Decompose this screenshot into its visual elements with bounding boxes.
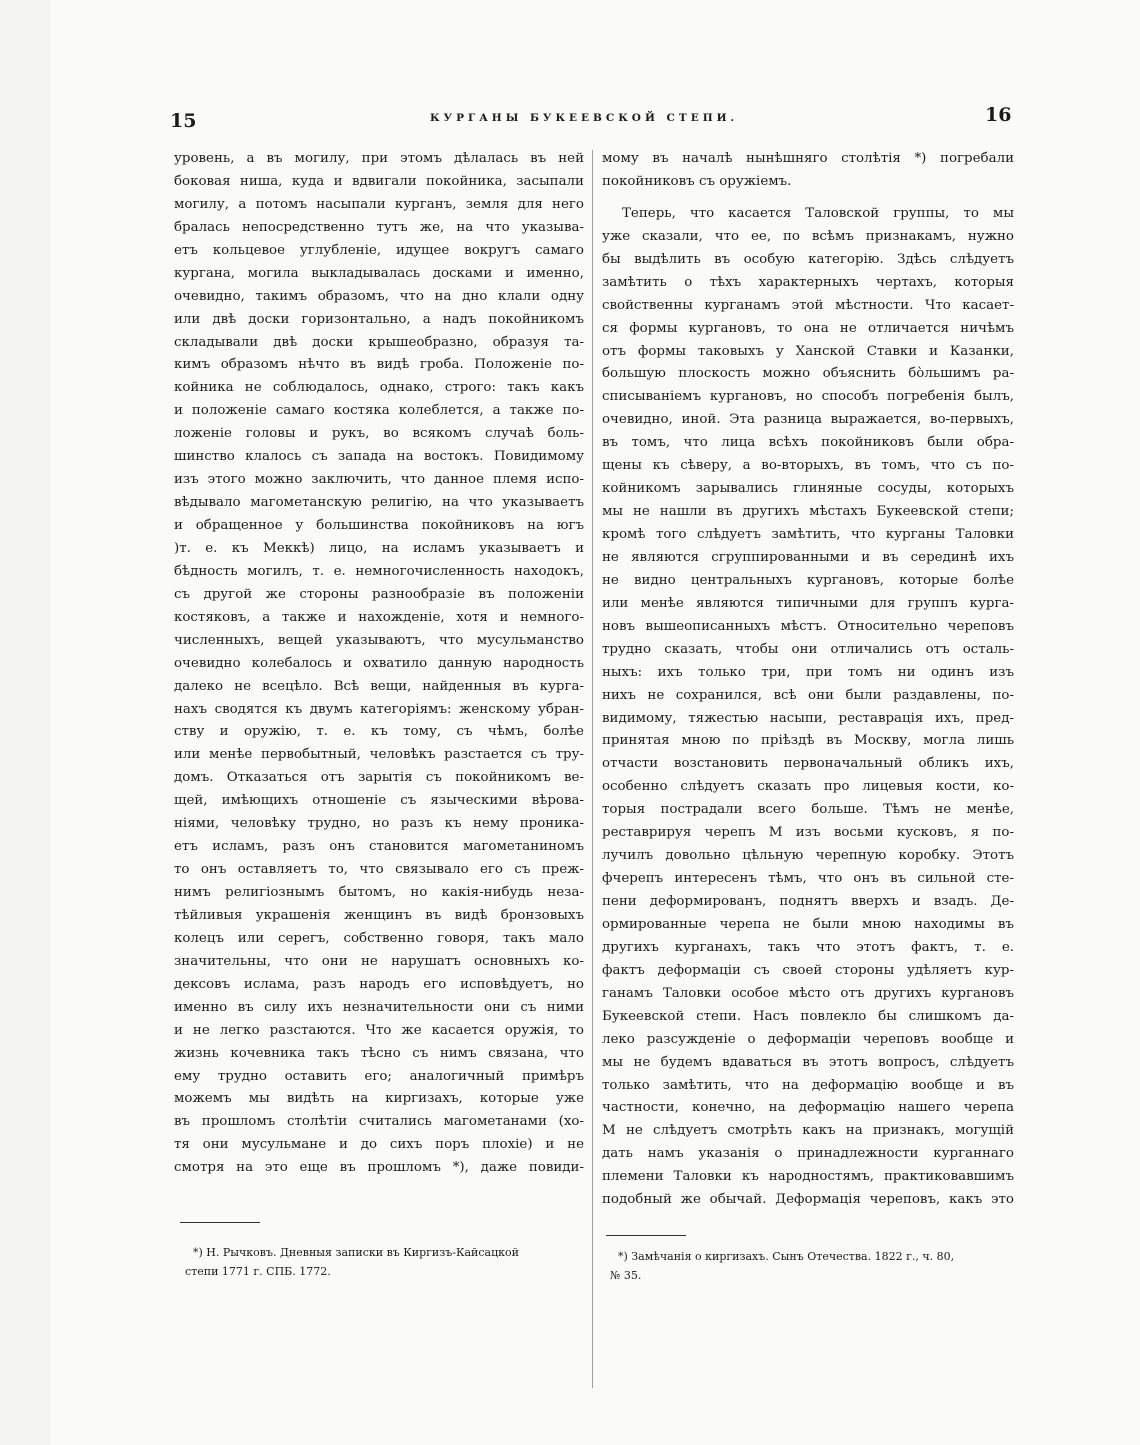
text-line: етъ кольцевое углубленіе, идущее вокругъ самаго	[174, 242, 584, 258]
text-line: жизнь кочевника такъ тѣсно съ нимъ связана, что	[174, 1045, 584, 1061]
text-line: очевидно, иной. Эта разница выражается, во-первыхъ,	[602, 412, 1014, 428]
text-line: складывали двѣ доски крышеобразно, образуя та-	[174, 334, 584, 350]
text-line: большую плоскость можно объяснить бо̀льшимъ ра-	[602, 366, 1014, 382]
text-line: трудно сказать, чтобы они отличались отъ осталь-	[602, 641, 1014, 657]
text-line: костяковъ, а также и нахожденіе, хотя и немного-	[174, 609, 584, 625]
right-paragraph-2	[602, 203, 1014, 1212]
text-line: бралась непосредственно тутъ же, на что указыва-	[174, 219, 584, 235]
footnote-rule-right	[606, 1235, 686, 1236]
text-line: частности, конечно, на деформацію нашего черепа	[602, 1100, 1014, 1116]
text-line: ормированные черепа не были мною находимы въ	[602, 916, 1014, 932]
column-divider	[592, 150, 593, 1388]
left-column	[174, 148, 584, 1180]
text-line: ганамъ Таловки особое мѣсто отъ другихъ кургановъ	[602, 985, 1014, 1001]
text-line: не видно центральныхъ кургановъ, которые болѣе	[602, 572, 1014, 588]
text-line: етъ исламъ, разъ онъ становится магометаниномъ	[174, 839, 584, 855]
text-line: Букеевской степи. Насъ повлекло бы слишкомъ да-	[602, 1008, 1014, 1024]
text-line: именно въ силу ихъ незначительности они съ ними	[174, 999, 584, 1015]
text-line: тѣйливыя украшенія женщинъ въ видѣ бронзовыхъ	[174, 907, 584, 923]
text-line: М не слѣдуетъ смотрѣть какъ на признакъ, могущій	[602, 1123, 1014, 1139]
page-header	[0, 100, 1140, 140]
text-line: фчерепъ интересенъ тѣмъ, что онъ въ сильной сте-	[602, 871, 1014, 887]
text-line: тя они мусульмане и до сихъ поръ плохіе) и не	[174, 1137, 584, 1153]
text-line: фактъ деформаціи съ своей стороны удѣляетъ кур-	[602, 962, 1014, 978]
text-line: торыя пострадали всего больше. Тѣмъ не менѣе,	[602, 802, 1014, 818]
text-line: въ томъ, что лица всѣхъ покойниковъ были обра-	[602, 435, 1014, 451]
footnote-rule-left	[180, 1222, 260, 1223]
text-line: нимъ религіознымъ бытомъ, но какія-нибудь неза-	[174, 885, 584, 900]
text-line: Теперь, что касается Таловской группы, то мы	[622, 205, 1014, 221]
footnote-line: № 35.	[610, 1269, 642, 1282]
text-line: видимому, тяжестью насыпи, реставрація ихъ, пред-	[602, 710, 1014, 726]
text-line: племени Таловки къ народностямъ, практиковавшимъ	[602, 1169, 1014, 1185]
right-paragraph-1	[602, 148, 1014, 194]
text-line: уровень, а въ могилу, при этомъ дѣлалась въ ней	[174, 151, 584, 166]
text-line: подобный же обычай. Деформація череповъ, какъ это	[602, 1192, 1014, 1208]
text-line: значительны, что они не нарушатъ основныхъ ко-	[174, 953, 584, 969]
text-line: ныхъ: ихъ только три, при томъ ни одинъ изъ	[602, 664, 1014, 680]
text-line: не являются сгруппированными и въ серединѣ ихъ	[602, 549, 1014, 565]
text-line: мы не будемъ вдаваться въ этотъ вопросъ, слѣдуетъ	[602, 1054, 1014, 1070]
text-line: далеко не всецѣло. Всѣ вещи, найденныя въ курга-	[174, 678, 584, 694]
text-line: или двѣ доски горизонтально, а надъ покойникомъ	[174, 311, 584, 327]
text-line: шинство клалось съ запада на востокъ. Повидимому	[174, 449, 584, 465]
text-line: мы не нашли въ другихъ мѣстахъ Букеевской степи;	[602, 504, 1014, 520]
footnote-left	[185, 1243, 585, 1281]
text-line: кимъ образомъ нѣчто въ видѣ гроба. Положеніе по-	[174, 357, 584, 373]
text-line: пени деформированъ, поднятъ вверхъ и взадъ. Де-	[602, 894, 1014, 909]
running-title: КУРГАНЫ БУКЕЕВСКОЙ СТЕПИ.	[430, 112, 739, 124]
text-line: и положеніе самаго костяка колеблется, а также по-	[174, 403, 584, 419]
text-line: )т. е. къ Меккѣ) лицо, на исламъ указываетъ и	[174, 540, 584, 556]
footnote-line: степи 1771 г. СПБ. 1772.	[185, 1265, 331, 1278]
text-line: нихъ не сохранился, всѣ они были раздавлены, по-	[602, 687, 1014, 703]
text-line: отчасти возстановить первоначальный обликъ ихъ,	[602, 756, 1014, 772]
text-line: очевидно, такимъ образомъ, что на дно клали одну	[174, 288, 584, 304]
text-line: особенно слѣдуетъ сказать про лицевыя кости, ко-	[602, 779, 1014, 795]
text-line: или менѣе являются типичными для группъ курга-	[602, 595, 1014, 611]
text-line: или менѣе первобытный, человѣкъ разстается съ тру-	[174, 747, 584, 763]
text-line: леко разсужденіе о деформаціи череповъ вообще и	[602, 1031, 1014, 1047]
text-line: изъ этого можно заключить, что данное племя испо-	[174, 472, 584, 488]
text-line: нахъ сводятся къ двумъ категоріямъ: женскому убран-	[174, 701, 584, 717]
text-line: ся формы кургановъ, то она не отличается ничѣмъ	[602, 320, 1014, 336]
text-line: койника не соблюдалось, однако, строго: такъ какъ	[174, 380, 584, 396]
text-line: принятая мною по пріѣздѣ въ Москву, могла лишь	[602, 733, 1014, 749]
text-line: ему трудно оставить его; аналогичный примѣръ	[174, 1068, 584, 1084]
text-line: щей, имѣющихъ отношеніе съ языческими вѣрова-	[174, 793, 584, 809]
text-line: отъ формы таковыхъ у Ханской Ставки и Казанки,	[602, 343, 1014, 359]
text-line: щены къ сѣверу, а во-вторыхъ, въ томъ, что съ по-	[602, 458, 1014, 474]
text-line: боковая ниша, куда и вдвигали покойника, засыпали	[174, 173, 584, 189]
text-line: можемъ мы видѣть на киргизахъ, которые уже	[174, 1091, 584, 1107]
text-line: и не легко разстаются. Что же касается оружія, то	[174, 1022, 584, 1038]
text-line: уже сказали, что ее, по всѣмъ признакамъ, нужно	[602, 228, 1014, 244]
text-line: въ прошломъ столѣтіи считались магометанами (хо-	[174, 1114, 584, 1130]
text-line: мому въ началѣ нынѣшняго столѣтія *) погребали	[602, 151, 1014, 166]
text-line: реставрируя черепъ М изъ восьми кусковъ, я по-	[602, 825, 1014, 841]
text-line: дексовъ ислама, разъ народъ его исповѣдуетъ, но	[174, 976, 584, 992]
text-line: ніями, человѣку трудно, но разъ къ нему проника-	[174, 816, 584, 832]
text-line: колецъ или серегъ, собственно говоря, такъ мало	[174, 930, 584, 946]
text-line: съ другой же стороны разнообразіе въ положеніи	[174, 586, 584, 602]
page-number-left: 15	[170, 110, 197, 132]
text-line: замѣтить о тѣхъ характерныхъ чертахъ, которыя	[602, 274, 1014, 290]
text-line: ложеніе головы и рукъ, во всякомъ случаѣ боль-	[174, 426, 584, 442]
text-line: могилу, а потомъ насыпали курганъ, земля для него	[174, 196, 584, 212]
text-line: списываніемъ кургановъ, но способъ погребенія былъ,	[602, 389, 1014, 405]
text-line: только замѣтить, что на деформацію вообще и въ	[602, 1077, 1014, 1093]
right-column	[602, 148, 1014, 1212]
text-line: дать намъ указанія о принадлежности курганнаго	[602, 1146, 1014, 1162]
text-line: койникомъ зарывались глиняные сосуды, которыхъ	[602, 481, 1014, 497]
text-line: покойниковъ съ оружіемъ.	[602, 173, 792, 189]
page-number-right: 16	[985, 104, 1012, 126]
text-line: свойственны курганамъ этой мѣстности. Что касает-	[602, 297, 1014, 313]
footnote-line: *) Н. Рычковъ. Дневныя записки въ Киргизъ-Кайсацкой	[193, 1246, 519, 1259]
text-line: лучилъ довольно цѣльную черепную коробку. Этотъ	[602, 848, 1014, 864]
footnote-right	[610, 1247, 1015, 1285]
text-line: то онъ оставляетъ то, что связывало его съ преж-	[174, 862, 584, 878]
text-line: бы выдѣлить въ особую категорію. Здѣсь слѣдуетъ	[602, 251, 1014, 267]
text-line: смотря на это еще въ прошломъ *), даже повиди-	[174, 1160, 584, 1176]
footnote-line: *) Замѣчанія о киргизахъ. Сынъ Отечества. 1822 г., ч. 80,	[618, 1250, 955, 1263]
text-line: другихъ курганахъ, такъ что этотъ фактъ, т. е.	[602, 939, 1014, 955]
text-line: очевидно колебалось и охватило данную народность	[174, 655, 584, 671]
text-line: и обращенное у большинства покойниковъ на югъ	[174, 518, 584, 533]
text-line: вѣдывало магометанскую религію, на что указываетъ	[174, 495, 584, 511]
text-line: бѣдность могилъ, т. е. немногочисленность находокъ,	[174, 563, 584, 579]
text-line: кургана, могила выкладывалась досками и именно,	[174, 265, 584, 281]
text-line: численныхъ, вещей указываютъ, что мусульманство	[174, 632, 584, 648]
text-line: ству и оружію, т. е. къ тому, съ чѣмъ, болѣе	[174, 724, 584, 740]
text-line: новъ вышеописанныхъ мѣстъ. Относительно череповъ	[602, 618, 1014, 634]
text-line: домъ. Отказаться отъ зарытія съ покойникомъ ве-	[174, 770, 584, 786]
text-line: кромѣ того слѣдуетъ замѣтить, что курганы Таловки	[602, 527, 1014, 542]
